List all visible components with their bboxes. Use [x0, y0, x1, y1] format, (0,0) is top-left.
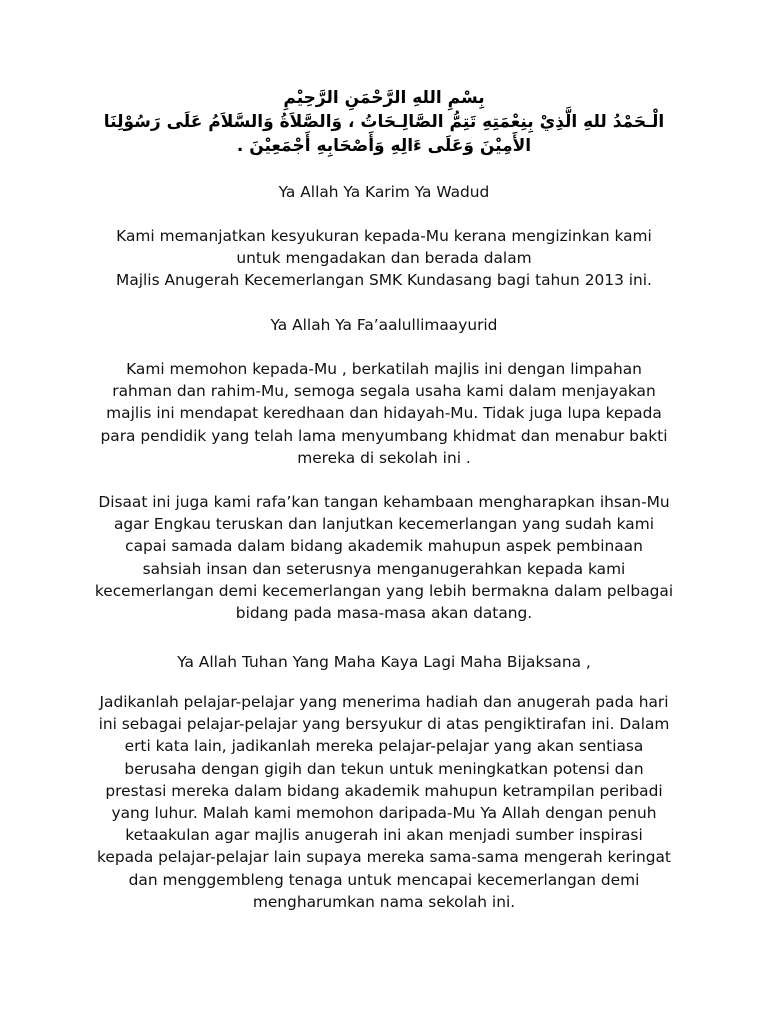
- basmalah-line: بِسْمِ اللهِ الرَّحْمَنِ الرَّحِيْمِ: [283, 88, 485, 108]
- paragraph-memohon: [64, 358, 704, 469]
- paragraph-rafakan-tangan: [64, 491, 704, 624]
- paragraph-line: kepada pelajar-pelajar lain supaya mereka sama-sama mengerah keringat: [97, 848, 671, 867]
- heading-ya-allah-ya-karim: Ya Allah Ya Karim Ya Wadud: [278, 183, 490, 201]
- paragraph-line: berusaha dengan gigih dan tekun untuk meningkatkan potensi dan: [124, 759, 644, 778]
- paragraph-line: agar Engkau teruskan dan lanjutkan kecemerlangan yang sudah kami: [113, 515, 655, 534]
- paragraph-line: ini sebagai pelajar-pelajar yang bersyukur di atas pengiktirafan ini. Dalam: [98, 715, 670, 734]
- paragraph-line: majlis ini mendapat keredhaan dan hidayah-Mu. Tidak juga lupa kepada: [106, 404, 662, 423]
- paragraph-line: prestasi mereka dalam bidang akademik mahupun ketrampilan peribadi: [105, 781, 663, 800]
- heading-ya-allah-ya-faaalullimaayurid: Ya Allah Ya Fa’aalullimaayurid: [270, 316, 498, 334]
- paragraph-line: Jadikanlah pelajar-pelajar yang menerima hadiah dan anugerah pada hari: [99, 693, 669, 711]
- paragraph-line: dan menggembleng tenaga untuk mencapai kecemerlangan demi: [128, 870, 640, 889]
- paragraph-line: Kami memanjatkan kesyukuran kepada-Mu kerana mengizinkan kami: [116, 227, 652, 245]
- paragraph-line: Majlis Anugerah Kecemerlangan SMK Kundasang bagi tahun 2013 ini.: [116, 271, 652, 290]
- arabic-praise-line-1: الْـحَمْدُ للهِ الَّذِيْ بِنِعْمَتِهِ تَتِمُّ الصَّالِـحَاتُ ، وَالصَّلاَةُ وَالسَّلاَمُ عَلَى رَسُوْلِنَا: [103, 112, 665, 132]
- paragraph-line: mereka di sekolah ini .: [297, 448, 471, 467]
- paragraph-kesyukuran: [64, 225, 704, 292]
- paragraph-jadikanlah: [64, 691, 704, 913]
- paragraph-line: Disaat ini juga kami rafa’kan tangan kehambaan mengharapkan ihsan-Mu: [98, 493, 670, 511]
- paragraph-line: ketaakulan agar majlis anugerah ini akan menjadi sumber inspirasi: [125, 826, 643, 845]
- paragraph-line: mengharumkan nama sekolah ini.: [252, 892, 516, 911]
- paragraph-line: Kami memohon kepada-Mu , berkatilah majlis ini dengan limpahan: [126, 360, 642, 378]
- paragraph-line: para pendidik yang telah lama menyumbang khidmat dan menabur bakti: [100, 426, 668, 445]
- paragraph-line: capai samada dalam bidang akademik mahupun aspek pembinaan: [125, 537, 643, 556]
- paragraph-line: bidang pada masa-masa akan datang.: [235, 604, 533, 623]
- paragraph-line: rahman dan rahim-Mu, semoga segala usaha kami dalam menjayakan: [112, 382, 656, 401]
- paragraph-line: kecemerlangan demi kecemerlangan yang lebih bermakna dalam pelbagai: [94, 581, 674, 600]
- arabic-praise-line-2: الأَمِيْنَ وَعَلَى ءَالِهِ وَأَصْحَابِهِ أَجْمَعِيْنَ .: [236, 136, 532, 156]
- arabic-opening: [84, 86, 684, 158]
- paragraph-line: erti kata lain, jadikanlah mereka pelajar-pelajar yang akan sentiasa: [124, 737, 644, 756]
- heading-ya-allah-tuhan-yang-maha-kaya: Ya Allah Tuhan Yang Maha Kaya Lagi Maha Bijaksana ,: [177, 653, 591, 671]
- paragraph-line: untuk mengadakan dan berada dalam: [236, 249, 532, 268]
- paragraph-line: yang luhur. Malah kami memohon daripada-Mu Ya Allah dengan penuh: [111, 804, 657, 823]
- paragraph-line: sahsiah insan dan seterusnya menganugerahkan kepada kami: [142, 559, 626, 578]
